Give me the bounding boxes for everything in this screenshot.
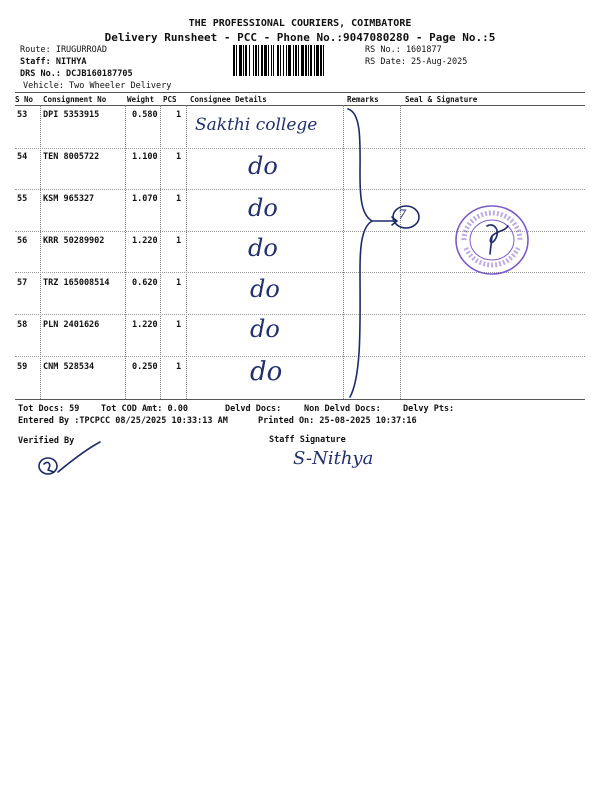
row-weight: 1.070: [132, 194, 158, 204]
staff-label: Staff: NITHYA: [20, 57, 87, 67]
row-sno: 58: [17, 320, 28, 330]
delivered-docs: Delvd Docs:: [225, 404, 282, 414]
printed-on: Printed On: 25-08-2025 10:37:16: [258, 416, 417, 426]
row-pcs: 1: [176, 320, 182, 330]
barcode: [233, 45, 361, 76]
barcode-bar: [253, 45, 254, 76]
table-bottom-rule: [15, 399, 585, 400]
barcode-bar: [314, 45, 315, 76]
row-consignee: do: [250, 275, 280, 303]
remarks-mark: 7: [398, 208, 407, 223]
col-weight: Weight: [127, 95, 155, 104]
barcode-bar: [249, 45, 250, 76]
barcode-bar: [283, 45, 284, 76]
total-docs: Tot Docs: 59: [18, 404, 80, 414]
barcode-bar: [243, 45, 244, 76]
barcode-bar: [245, 45, 247, 76]
col-pcs: PCS: [163, 95, 177, 104]
row-weight: 0.250: [132, 362, 158, 372]
col-consignee: Consignee Details: [190, 95, 267, 104]
staff-signature-label: Staff Signature: [269, 435, 346, 445]
col-sno: S No: [15, 95, 34, 104]
row-rule: [15, 356, 585, 357]
row-rule: [15, 148, 585, 149]
barcode-bar: [273, 45, 274, 76]
rs-number: RS No.: 1601877: [365, 45, 442, 55]
barcode-bar: [268, 45, 269, 76]
barcode-bar: [236, 45, 237, 76]
row-consignment: PLN 2401626: [43, 320, 100, 330]
row-consignment: DPI 5353915: [43, 110, 100, 120]
row-sno: 53: [17, 110, 28, 120]
verifier-signature: [30, 440, 110, 482]
row-pcs: 1: [176, 194, 182, 204]
row-pcs: 1: [176, 152, 182, 162]
total-cod: Tot COD Amt: 0.00: [101, 404, 188, 414]
row-consignee: Sakthi college: [195, 115, 318, 135]
row-sno: 57: [17, 278, 28, 288]
row-consignee: do: [248, 234, 278, 262]
drs-number: DRS No.: DCJB160187705: [20, 69, 133, 79]
staff-signed-name: S-Nithya: [293, 448, 374, 469]
col-divider: [40, 105, 41, 399]
row-pcs: 1: [176, 110, 182, 120]
row-consignee: do: [250, 357, 283, 387]
table-header-rule: [15, 105, 585, 106]
barcode-bar: [305, 45, 307, 76]
row-sno: 55: [17, 194, 28, 204]
col-consignment: Consignment No: [43, 95, 107, 104]
entered-by: Entered By :TPCPCC 08/25/2025 10:33:13 AM: [18, 416, 228, 426]
barcode-bar: [308, 45, 309, 76]
col-divider: [125, 105, 126, 399]
row-pcs: 1: [176, 236, 182, 246]
barcode-bar: [310, 45, 312, 76]
row-sno: 56: [17, 236, 28, 246]
barcode-bar: [271, 45, 272, 76]
row-consignment: TRZ 165008514: [43, 278, 110, 288]
barcode-bar: [264, 45, 267, 76]
barcode-bar: [258, 45, 259, 76]
col-divider: [160, 105, 161, 399]
barcode-bar: [301, 45, 304, 76]
barcode-bar: [255, 45, 257, 76]
row-weight: 1.220: [132, 236, 158, 246]
barcode-bar: [293, 45, 294, 76]
table-top-rule: [15, 92, 585, 93]
col-divider: [186, 105, 187, 399]
company-name: THE PROFESSIONAL COURIERS, COIMBATORE: [188, 18, 412, 29]
row-consignee: do: [250, 315, 280, 343]
non-delivered-docs: Non Delvd Docs:: [304, 404, 381, 414]
row-weight: 1.100: [132, 152, 158, 162]
row-consignee: do: [248, 152, 278, 180]
row-weight: 0.580: [132, 110, 158, 120]
delivery-points: Delvy Pts:: [403, 404, 455, 414]
col-remarks: Remarks: [347, 95, 379, 104]
barcode-bar: [320, 45, 322, 76]
row-weight: 1.220: [132, 320, 158, 330]
verified-by-label: Verified By: [18, 436, 75, 446]
row-consignee: do: [248, 194, 278, 222]
barcode-bar: [298, 45, 299, 76]
route-label: Route: IRUGURROAD: [20, 45, 107, 55]
runsheet-title: Delivery Runsheet - PCC - Phone No.:9047080280 - Page No.:5: [104, 31, 496, 44]
rs-date: RS Date: 25-Aug-2025: [365, 57, 468, 67]
row-consignment: KRR 50289902: [43, 236, 105, 246]
remarks-brace: [340, 105, 430, 405]
row-consignment: TEN 8005722: [43, 152, 100, 162]
row-pcs: 1: [176, 362, 182, 372]
row-sno: 54: [17, 152, 28, 162]
barcode-bar: [295, 45, 297, 76]
barcode-bar: [233, 45, 235, 76]
barcode-bar: [288, 45, 291, 76]
vehicle-label: Vehicle: Two Wheeler Delivery: [23, 81, 172, 91]
barcode-bar: [277, 45, 279, 76]
row-rule: [15, 189, 585, 190]
col-seal-signature: Seal & Signature: [405, 95, 478, 104]
row-sno: 59: [17, 362, 28, 372]
row-rule: [15, 314, 585, 315]
barcode-bar: [316, 45, 319, 76]
barcode-bar: [286, 45, 287, 76]
barcode-bar: [323, 45, 324, 76]
row-consignment: KSM 965327: [43, 194, 95, 204]
seal-stamp: [452, 202, 532, 278]
barcode-bar: [261, 45, 263, 76]
barcode-bar: [280, 45, 281, 76]
row-weight: 0.620: [132, 278, 158, 288]
row-pcs: 1: [176, 278, 182, 288]
row-consignment: CNM 528534: [43, 362, 95, 372]
barcode-bar: [239, 45, 242, 76]
